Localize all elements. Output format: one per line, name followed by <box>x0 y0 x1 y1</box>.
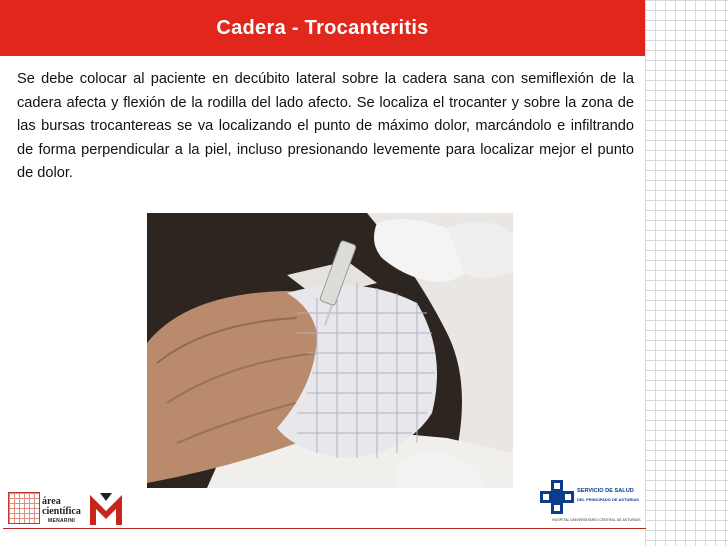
slide-body-text: Se debe colocar al paciente en decúbito lateral sobre la cadera sana con semiflexión de la cadera afecta y flexión de la rodilla del lado afecto. Se localiza el trocanter y sobre la zona de las bursas trocantereas se va localizando el punto de máximo dolor, marcándolo e infiltrando de forma perpendicular a la piel, incluso presionando levemente para localizar mejor el punto de dolor. <box>17 71 634 182</box>
logo-line-3: MENARINI <box>48 518 76 524</box>
title-bar <box>0 0 645 56</box>
injection-photo <box>147 213 513 488</box>
logo-line-1: área <box>42 496 61 507</box>
menarini-grid-logo <box>8 492 86 526</box>
sespa-line-3: HOSPITAL UNIVERSITARIO CENTRAL DE ASTURIAS <box>552 518 641 522</box>
sespa-logo <box>540 480 644 526</box>
sespa-line-2: DEL PRINCIPADO DE ASTURIAS <box>577 497 639 502</box>
logo-line-2: científica <box>42 506 81 517</box>
cross-icon <box>540 480 574 514</box>
footer-divider <box>3 528 646 529</box>
menarini-m-logo <box>88 491 124 527</box>
sespa-line-1: SERVICIO DE SALUD <box>577 488 634 494</box>
grid-icon <box>8 492 40 524</box>
decorative-grid <box>645 0 728 546</box>
slide-title: Cadera - Trocanteritis <box>216 17 429 39</box>
